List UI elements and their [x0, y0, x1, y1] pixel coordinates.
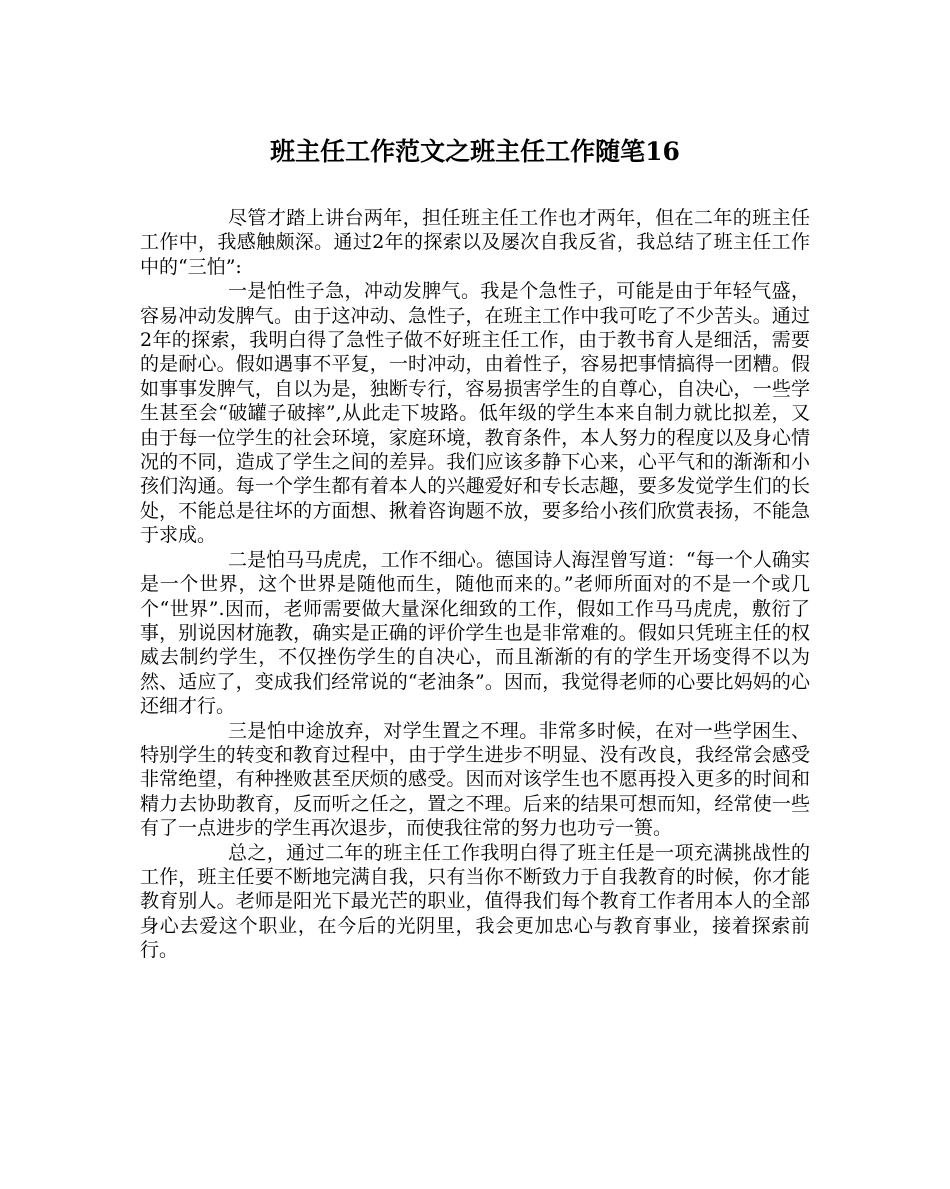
paragraph-second-fear: 二是怕马马虎虎，工作不细心。德国诗人海涅曾写道：“每一个人确实是一个世界，这个世界是随他而生，随他而来的。”老师所面对的不是一个或几个“世界”.因而，老师需要做大量深化细致的工作，假如工作马马虎虎，敷衍了事，别说因材施教，确实是正确的评价学生也是非常难的。假如只凭班主任的权威去制约学生，不仅挫伤学生的自决心，而且渐渐的有的学生开场变得不以为然、适应了，变成我们经常说的“老油条”。因而，我觉得老师的心要比妈妈的心还细才行。 — [140, 548, 810, 718]
document-body — [140, 206, 810, 963]
document-title: 班主任工作范文之班主任工作随笔16 — [270, 137, 680, 166]
paragraph-conclusion: 总之，通过二年的班主任工作我明白得了班主任是一项充满挑战性的工作，班主任要不断地完满自我，只有当你不断致力于自我教育的时候，你才能教育别人。老师是阳光下最光芒的职业，值得我们每个教育工作者用本人的全部身心去爱这个职业，在今后的光阴里，我会更加忠心与教育事业，接着探索前行。 — [140, 841, 810, 962]
paragraph-third-fear: 三是怕中途放弃，对学生置之不理。非常多时候，在对一些学困生、特别学生的转变和教育过程中，由于学生进步不明显、没有改良，我经常会感受非常绝望，有种挫败甚至厌烦的感受。因而对该学生也不愿再投入更多的时间和精力去协助教育，反而听之任之，置之不理。后来的结果可想而知，经常使一些有了一点进步的学生再次退步，而使我往常的努力也功亏一篑。 — [140, 719, 810, 840]
paragraph-intro: 尽管才踏上讲台两年，担任班主任工作也才两年，但在二年的班主任工作中，我感触颇深。通过2年的探索以及屡次自我反省，我总结了班主任工作中的“三怕”: — [140, 207, 810, 278]
paragraph-first-fear: 一是怕性子急，冲动发脾气。我是个急性子，可能是由于年轻气盛，容易冲动发脾气。由于这冲动、急性子，在班主工作中我可吃了不少苦头。通过2年的探索，我明白得了急性子做不好班主任工作，由于教书育人是细活，需要的是耐心。假如遇事不平复，一时冲动，由着性子，容易把事情搞得一团糟。假如事事发脾气，自以为是，独断专行，容易损害学生的自尊心，自决心，一些学生甚至会“破罐子破摔”,从此走下坡路。低年级的学生本来自制力就比拟差，又由于每一位学生的社会环境，家庭环境，教育条件，本人努力的程度以及身心情况的不同，造成了学生之间的差异。我们应该多静下心来，心平气和的渐渐和小孩们沟通。每一个学生都有着本人的兴趣爱好和专长志趣，要多发觉学生们的长处，不能总是往坏的方面想、揪着咨询题不放，要多给小孩们欣赏表扬，不能急于求成。 — [140, 280, 810, 547]
